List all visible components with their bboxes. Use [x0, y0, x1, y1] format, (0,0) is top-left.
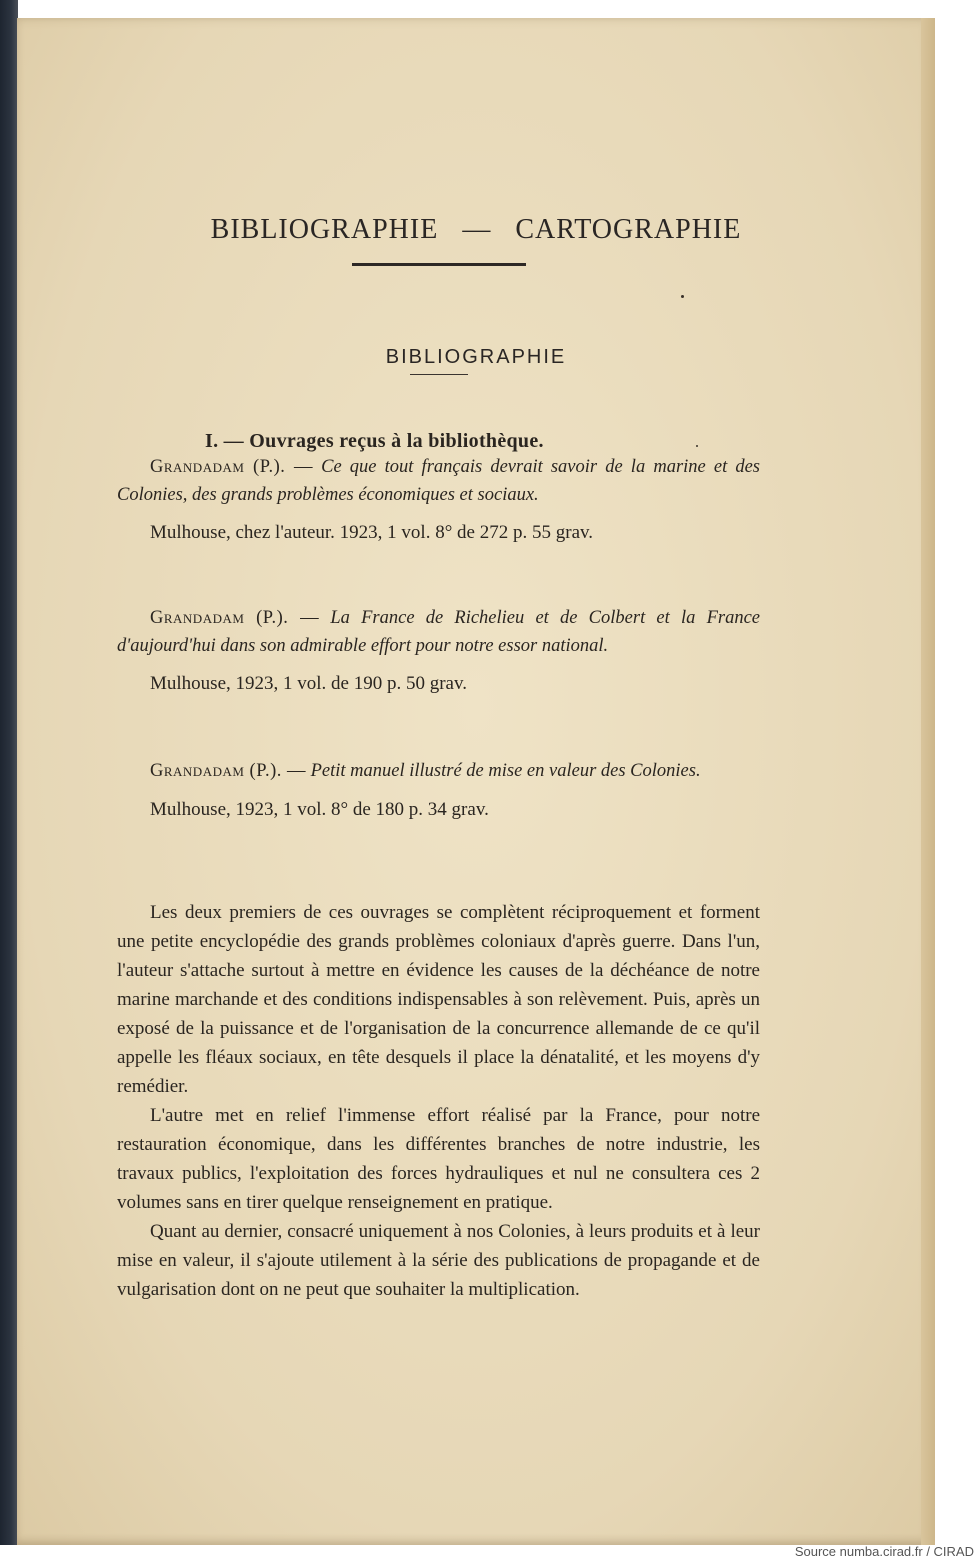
book-binding — [0, 0, 18, 1545]
title-rule — [352, 263, 526, 266]
bibliography-entry — [117, 454, 760, 547]
entry-publication: Mulhouse, chez l'auteur. 1923, 1 vol. 8° de 272 p. 55 grav. — [150, 522, 594, 543]
review-paragraph: Les deux premiers de ces ouvrages se complètent réciproquement et forment une petite encyclopédie des grands problèmes coloniaux d'après guerre. Dans l'un, l'auteur s'attache surtout à mettre en évidence les causes de la déchéance de notre marine marchande et des conditions indispensables à son relèvement. Puis, après un exposé de la puissance et de l'organisation de la concurrence allemande de ce qu'il appelle les fléaux sociaux, en tête desquels il place la dénatalité, et les moyens d'y remédier. — [117, 902, 760, 1097]
section-rule — [410, 374, 468, 375]
scanned-page — [17, 18, 935, 1545]
review-paragraph: Quant au dernier, consacré uniquement à nos Colonies, à leurs produits et à leur mise en valeur, il s'ajoute utilement à la série des publications de propagande et de vulgarisation dont on ne peut que souhaiter la multiplication. — [117, 1221, 760, 1300]
entry-publication: Mulhouse, 1923, 1 vol. 8° de 180 p. 34 grav. — [150, 798, 489, 820]
page-title-right: CARTOGRAPHIE — [515, 214, 742, 245]
page-title — [17, 214, 935, 246]
paper-speck — [696, 445, 698, 447]
source-credit: Source numba.cirad.fr / CIRAD — [794, 1544, 974, 1559]
entry-publication: Mulhouse, 1923, 1 vol. de 190 p. 50 grav. — [150, 673, 467, 694]
page-title-dash: — — [462, 214, 492, 245]
page-edge — [921, 18, 935, 1545]
bibliography-entry — [117, 605, 760, 698]
entry-title: La France de Richelieu et de Colbert et la France d'aujourd'hui dans son admirable effort pour notre essor national. — [117, 608, 760, 656]
paper-speck — [681, 295, 684, 298]
review-text — [117, 898, 760, 1304]
entry-author: Grandadam (P.). — — [150, 457, 313, 477]
entry-author: Grandadam (P.). — — [150, 608, 320, 628]
subsection-heading: I. — Ouvrages reçus à la bibliothèque. — [205, 430, 544, 452]
section-title: BIBLIOGRAPHIE — [385, 346, 567, 368]
entry-title: Petit manuel illustré de mise en valeur des Colonies. — [310, 761, 701, 781]
entry-author: Grandadam (P.). — — [150, 761, 306, 781]
bibliography-entry — [117, 758, 760, 823]
page-title-left: BIBLIOGRAPHIE — [210, 214, 439, 245]
review-paragraph: L'autre met en relief l'immense effort réalisé par la France, pour notre restauration économique, dans les différentes branches de notre industrie, les travaux publics, l'exploitation des forces hydrauliques et nul ne consultera ces 2 volumes sans en tirer quelque renseignement en pratique. — [117, 1105, 760, 1213]
entry-title: Ce que tout français devrait savoir de la marine et des Colonies, des grands problèmes économiques et sociaux. — [117, 457, 761, 505]
